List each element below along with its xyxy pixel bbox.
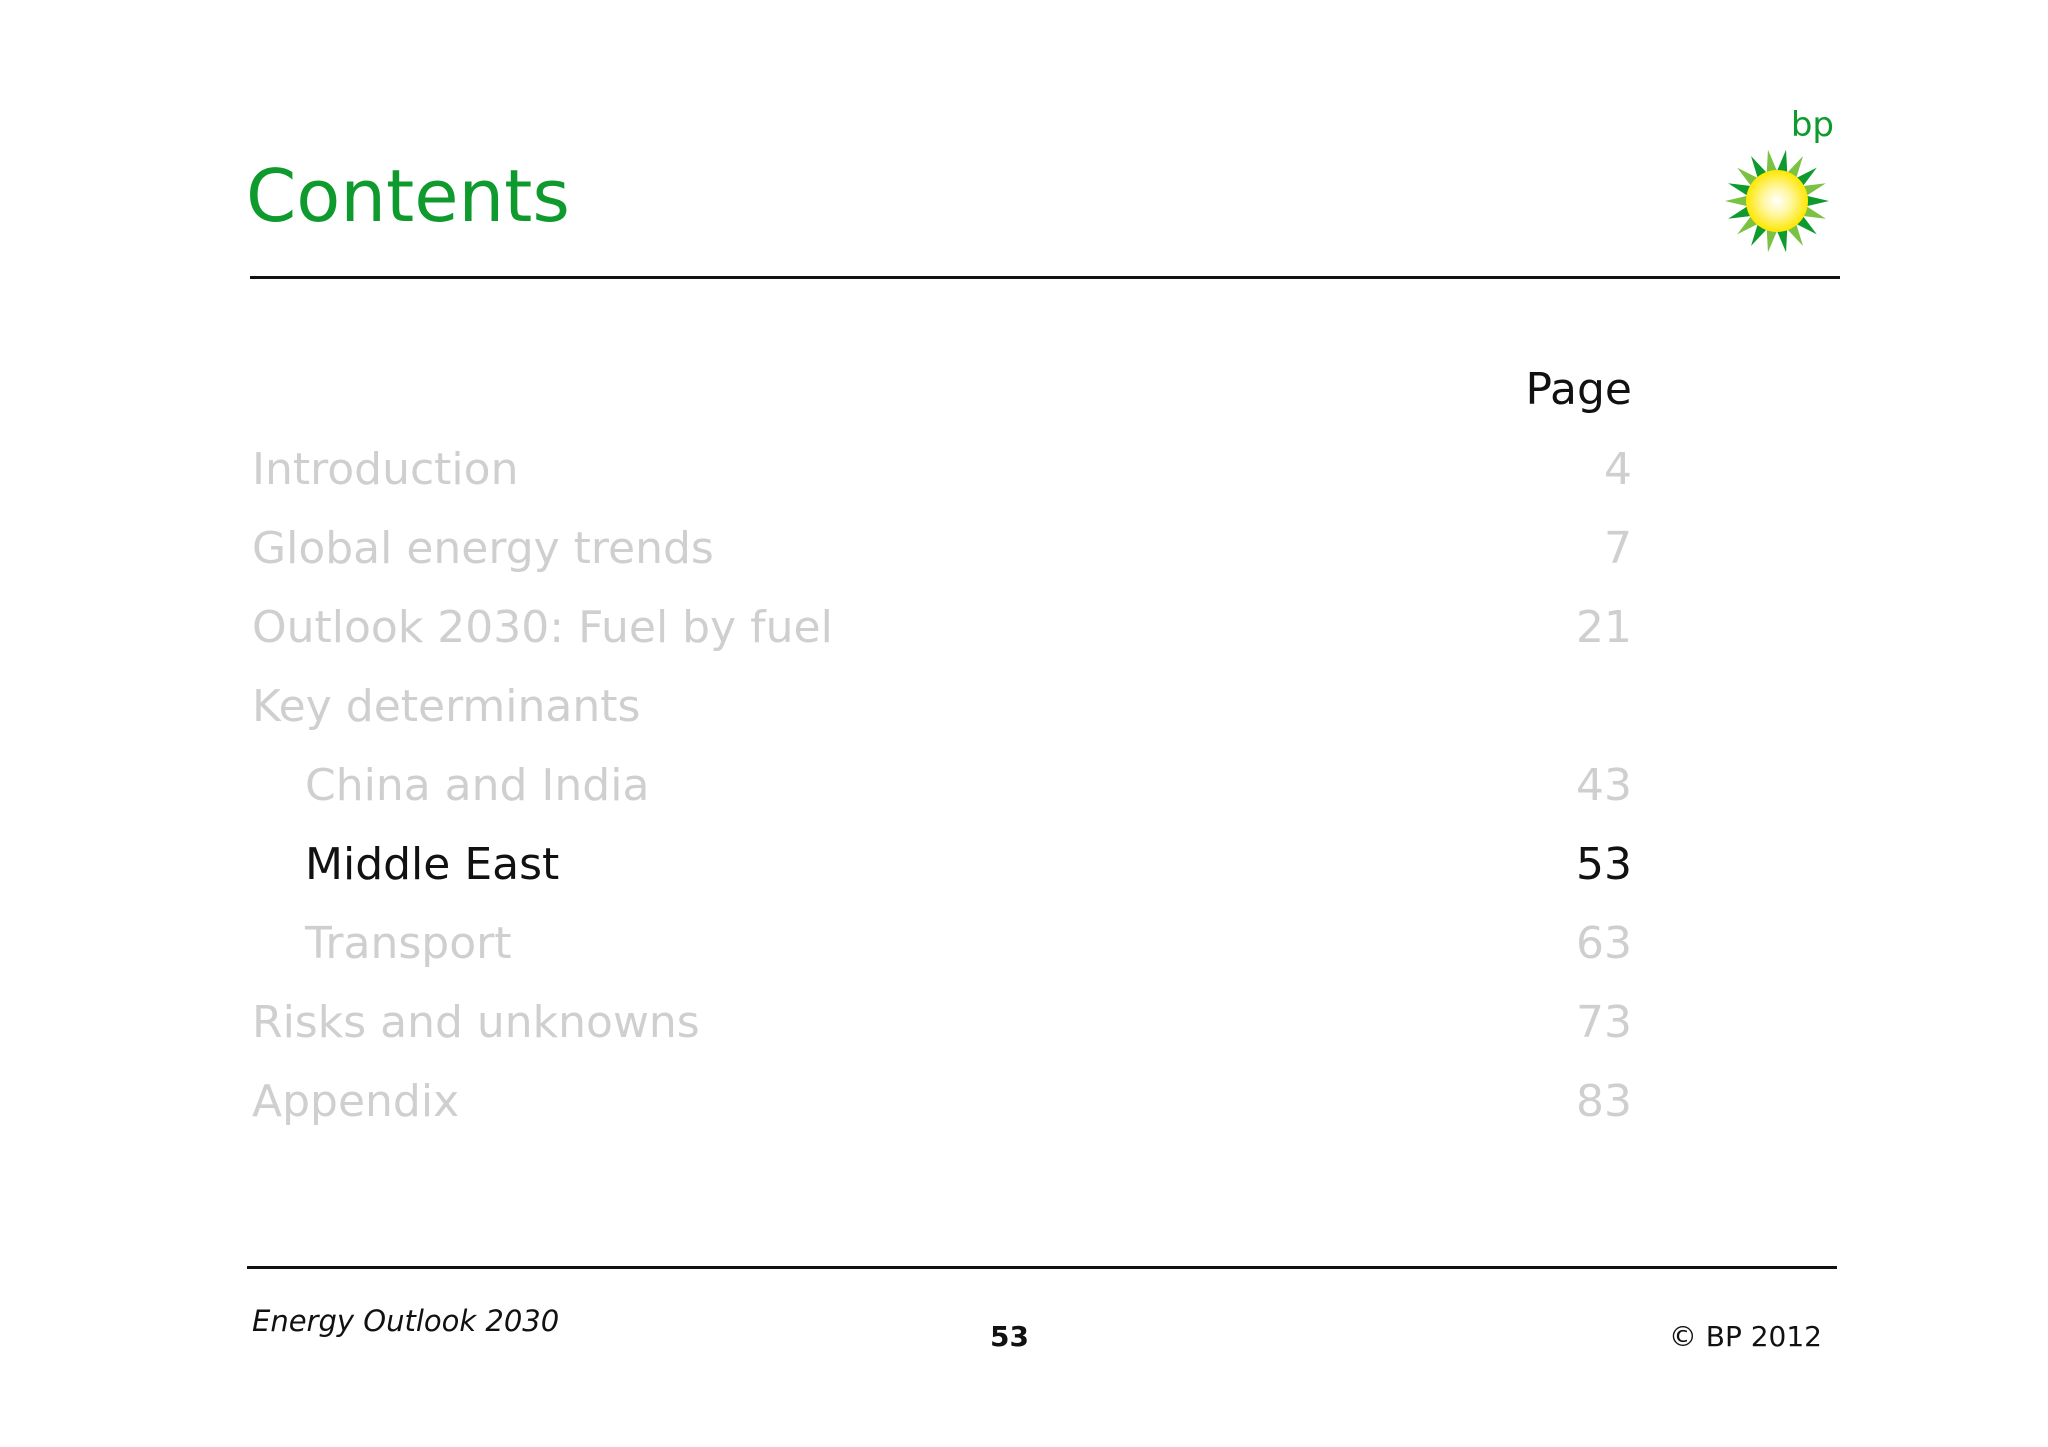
toc-entry-label: Transport bbox=[305, 918, 512, 969]
bp-logo bbox=[1722, 105, 1840, 256]
toc-row bbox=[0, 760, 2048, 843]
toc-entry-label: Introduction bbox=[252, 444, 519, 495]
toc-entry-label: Risks and unknowns bbox=[252, 997, 700, 1048]
toc-entry-label: Middle East bbox=[305, 839, 560, 890]
toc-row bbox=[0, 523, 2048, 606]
toc-entry-label: Outlook 2030: Fuel by fuel bbox=[252, 602, 833, 653]
toc-entry-page: 53 bbox=[1576, 839, 1632, 890]
bp-logo-text: bp bbox=[1790, 105, 1834, 145]
page-title: Contents bbox=[246, 154, 570, 238]
toc-row bbox=[0, 1076, 2048, 1159]
toc-entry-page: 83 bbox=[1576, 1076, 1632, 1127]
header-divider bbox=[250, 276, 1840, 279]
toc-entry-page: 63 bbox=[1576, 918, 1632, 969]
toc-entry-page: 43 bbox=[1576, 760, 1632, 811]
toc-entry-page: 7 bbox=[1604, 523, 1632, 574]
toc-row bbox=[0, 839, 2048, 922]
toc-entry-page: 73 bbox=[1576, 997, 1632, 1048]
footer-divider bbox=[247, 1266, 1837, 1269]
toc-entry-label: Global energy trends bbox=[252, 523, 714, 574]
toc-row bbox=[0, 444, 2048, 527]
toc-row bbox=[0, 997, 2048, 1080]
toc-entry-label: Key determinants bbox=[252, 681, 641, 732]
toc-row bbox=[0, 681, 2048, 764]
toc-entry-label: China and India bbox=[305, 760, 650, 811]
toc-row bbox=[0, 602, 2048, 685]
helios-icon bbox=[1722, 146, 1832, 256]
toc-entry-page: 21 bbox=[1576, 602, 1632, 653]
footer-publication: Energy Outlook 2030 bbox=[252, 1304, 560, 1338]
toc-entry-page: 4 bbox=[1604, 444, 1632, 495]
page-column-header: Page bbox=[1525, 364, 1632, 415]
toc-entry-label: Appendix bbox=[252, 1076, 460, 1127]
toc-row bbox=[0, 918, 2048, 1001]
footer-copyright: © BP 2012 bbox=[1668, 1320, 1822, 1353]
footer-page-number: 53 bbox=[990, 1320, 1029, 1353]
